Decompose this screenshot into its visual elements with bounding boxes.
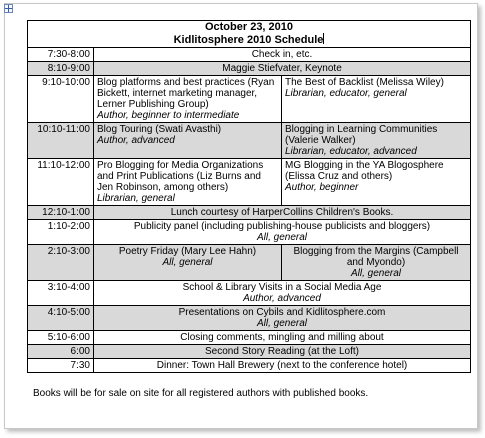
time-cell[interactable]: 7:30-8:00 (28, 48, 94, 62)
footer-note: Books will be for sale on site for all registered authors with published books. (33, 388, 369, 399)
header-row (28, 21, 471, 48)
time-cell[interactable]: 7:30 (28, 359, 94, 373)
schedule-row (28, 220, 471, 245)
session-audience: Librarian, educator, general (285, 88, 407, 99)
schedule-row (28, 76, 471, 123)
time-cell[interactable]: 10:10-11:00 (28, 123, 94, 159)
session-title: Blogging from the Margins (Campbell and Myondo) (293, 246, 459, 268)
schedule-row (28, 62, 471, 76)
session-title: MG Blogging in the YA Blogosphere (Elissa Cruz and others) (285, 160, 444, 182)
session-audience: Author, advanced (97, 135, 175, 146)
session-title: Closing comments, mingling and milling about (180, 332, 384, 343)
time-cell[interactable]: 9:10-10:00 (28, 76, 94, 123)
schedule-row (28, 206, 471, 220)
schedule-title: Kidlitosphere 2010 Schedule (173, 34, 324, 46)
session-cell[interactable] (94, 62, 471, 76)
session-title: Publicity panel (including publishing-house publicists and bloggers) (133, 221, 431, 232)
session-title: Blog Touring (Swati Avasthi) (97, 124, 222, 135)
text-cursor (323, 33, 324, 44)
session-cell-left[interactable] (94, 123, 282, 159)
time-cell[interactable]: 4:10-5:00 (28, 306, 94, 331)
header-cell[interactable] (28, 21, 471, 48)
session-cell-right[interactable] (282, 76, 471, 123)
schedule-row (28, 159, 471, 206)
session-title: Blogging in Learning Communities (Valerie Walker) (285, 124, 438, 146)
session-cell[interactable] (94, 359, 471, 373)
session-audience: All, general (256, 232, 308, 243)
schedule-row (28, 359, 471, 373)
session-title: Second Story Reading (at the Loft) (205, 346, 359, 357)
session-audience: Librarian, general (97, 193, 175, 204)
time-cell[interactable]: 6:00 (28, 345, 94, 359)
session-title: Presentations on Cybils and Kidlitosphere.com (178, 307, 386, 318)
time-cell[interactable]: 11:10-12:00 (28, 159, 94, 206)
session-cell[interactable] (94, 345, 471, 359)
session-audience: Author, advanced (243, 293, 321, 304)
session-title: The Best of Backlist (Melissa Wiley) (285, 77, 444, 88)
schedule-date: October 23, 2010 (204, 21, 294, 33)
session-audience: All, general (162, 257, 213, 268)
time-cell[interactable]: 12:10-1:00 (28, 206, 94, 220)
session-audience: All, general (256, 318, 308, 329)
time-cell[interactable]: 1:10-2:00 (28, 220, 94, 245)
session-cell[interactable] (94, 306, 471, 331)
schedule-row (28, 331, 471, 345)
session-title: Maggie Stiefvater, Keynote (222, 63, 342, 74)
schedule-row (28, 345, 471, 359)
session-cell[interactable] (94, 281, 471, 306)
session-audience: Author, beginner to intermediate (97, 110, 240, 121)
session-title: Blog platforms and best practices (Ryan Bickett, internet marketing manager, Lerner Publishing Group) (97, 77, 275, 110)
schedule-row (28, 281, 471, 306)
session-cell-left[interactable] (94, 245, 282, 281)
session-cell-right[interactable] (282, 123, 471, 159)
session-title: Dinner: Town Hall Brewery (next to the conference hotel) (156, 360, 408, 371)
session-cell-right[interactable] (282, 159, 471, 206)
session-title: School & Library Visits in a Social Media Age (182, 282, 382, 293)
schedule-row (28, 306, 471, 331)
time-cell[interactable]: 5:10-6:00 (28, 331, 94, 345)
session-cell[interactable] (94, 331, 471, 345)
schedule-row (28, 245, 471, 281)
session-title: Poetry Friday (Mary Lee Hahn) (118, 246, 257, 257)
time-cell[interactable]: 8:10-9:00 (28, 62, 94, 76)
schedule-table (27, 20, 471, 373)
session-cell-right[interactable] (282, 245, 471, 281)
session-title: Lunch courtesy of HarperCollins Children's Books. (170, 207, 394, 218)
session-cell-left[interactable] (94, 76, 282, 123)
session-audience: Librarian, educator, advanced (285, 146, 417, 157)
time-cell[interactable]: 2:10-3:00 (28, 245, 94, 281)
schedule-row (28, 123, 471, 159)
session-cell[interactable] (94, 220, 471, 245)
session-cell[interactable] (94, 48, 471, 62)
session-title: Check in, etc. (251, 49, 313, 60)
time-cell[interactable]: 3:10-4:00 (28, 281, 94, 306)
session-title: Pro Blogging for Media Organizations and Print Publications (Liz Burns and Jen Robinson, among others) (97, 160, 264, 193)
table-move-handle-icon[interactable] (4, 4, 13, 13)
session-cell-left[interactable] (94, 159, 282, 206)
session-audience: Author, beginner (285, 182, 359, 193)
schedule-row (28, 48, 471, 62)
session-audience: All, general (350, 268, 402, 279)
session-cell[interactable] (94, 206, 471, 220)
